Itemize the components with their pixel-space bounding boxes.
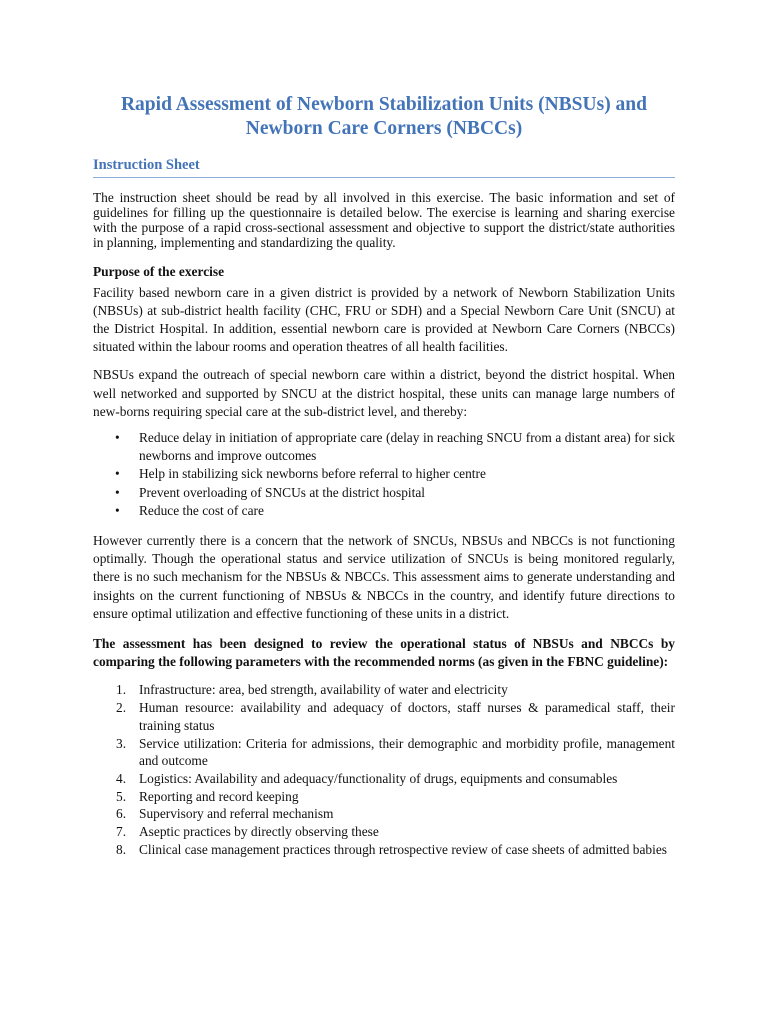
- list-number: 5.: [116, 788, 127, 804]
- list-item: [93, 699, 675, 734]
- title-line-2: Newborn Care Corners (NBCCs): [245, 118, 523, 139]
- list-number: 2.: [116, 700, 127, 716]
- list-item-text: Supervisory and referral mechanism: [139, 806, 334, 822]
- parameters-list: [93, 681, 675, 858]
- list-item-text: Reduce the cost of care: [139, 502, 264, 518]
- purpose-paragraph-2: NBSUs expand the outreach of special newborn care within a district, beyond the district hospital. When well networked and supported by SNCU at the district hospital, these units can manage large numbers of new-borns requiring special care at the sub-district level, and thereby:: [93, 367, 675, 419]
- bullet-icon: •: [115, 466, 120, 482]
- intro-paragraph: The instruction sheet should be read by all involved in this exercise. The basic information and set of guidelines for filling up the questionnaire is detailed below. The exercise is learning and sharing exercise with the purpose of a rapid cross-sectional assessment and objective to support the district/state authorities in planning, implementing and standardizing the quality.: [93, 190, 675, 250]
- benefits-list: [93, 429, 675, 520]
- list-number: 1.: [116, 682, 127, 698]
- list-item: [93, 805, 675, 823]
- list-item: [93, 735, 675, 770]
- list-item: [93, 484, 675, 502]
- list-item-text: Human resource: availability and adequacy of doctors, staff nurses & paramedical staff, their training status: [139, 700, 675, 733]
- list-number: 6.: [116, 806, 127, 822]
- list-item-text: Reduce delay in initiation of appropriate care (delay in reaching SNCU from a distant area) for sick newborns and improve outcomes: [139, 430, 675, 464]
- list-item-text: Service utilization: Criteria for admissions, their demographic and morbidity profile, management and outcome: [139, 735, 675, 769]
- list-number: 3.: [116, 735, 127, 751]
- list-item: [93, 788, 675, 806]
- list-number: 4.: [116, 771, 127, 786]
- list-item: [93, 681, 675, 699]
- list-item-text: Logistics: Availability and adequacy/functionality of drugs, equipments and consumables: [139, 771, 618, 786]
- list-number: 8.: [116, 841, 127, 857]
- section-heading: Instruction Sheet: [93, 156, 675, 178]
- list-item: [93, 502, 675, 520]
- document-title: [93, 93, 675, 141]
- purpose-heading: Purpose of the exercise: [93, 263, 225, 279]
- concern-paragraph: However currently there is a concern that the network of SNCUs, NBSUs and NBCCs is not functioning optimally. Though the operational status and service utilization of SNCUs is being monitored regularly, there is no such mechanism for the NBSUs & NBCCs. This assessment aims to generate understanding and insights on the current functioning of NBSUs & NBCCs in the country, and identify future directions to ensure optimal utilization and effective functioning of these units in a district.: [93, 533, 675, 621]
- bullet-icon: •: [115, 430, 120, 446]
- list-item: [93, 465, 675, 483]
- list-item: [93, 429, 675, 465]
- title-line-1: Rapid Assessment of Newborn Stabilization Units (NBSUs) and: [120, 94, 648, 115]
- document-page: [93, 93, 675, 859]
- list-item-text: Infrastructure: area, bed strength, availability of water and electricity: [139, 682, 508, 698]
- list-item-text: Aseptic practices by directly observing these: [139, 824, 379, 840]
- list-item-text: Help in stabilizing sick newborns before referral to higher centre: [139, 466, 486, 482]
- list-item-text: Prevent overloading of SNCUs at the district hospital: [139, 484, 425, 500]
- assessment-design-paragraph: The assessment has been designed to review the operational status of NBSUs and NBCCs by comparing the following parameters with the recommended norms (as given in the FBNC guideline):: [93, 636, 675, 670]
- purpose-paragraph-1: Facility based newborn care in a given district is provided by a network of Newborn Stabilization Units (NBSUs) at sub-district health facility (CHC, FRU or SDH) and a Special Newborn Care Unit (SNCU) at the District Hospital. In addition, essential newborn care is provided at Newborn Care Corners (NBCCs) situated within the labour rooms and operation theatres of all health facilities.: [93, 284, 675, 355]
- bullet-icon: •: [115, 502, 120, 518]
- list-item: [93, 823, 675, 841]
- list-item: [93, 770, 675, 788]
- list-item-text: Reporting and record keeping: [139, 788, 299, 804]
- list-number: 7.: [116, 824, 127, 840]
- bullet-icon: •: [115, 484, 120, 500]
- list-item-text: Clinical case management practices through retrospective review of case sheets of admitted babies: [139, 841, 667, 857]
- list-item: [93, 841, 675, 859]
